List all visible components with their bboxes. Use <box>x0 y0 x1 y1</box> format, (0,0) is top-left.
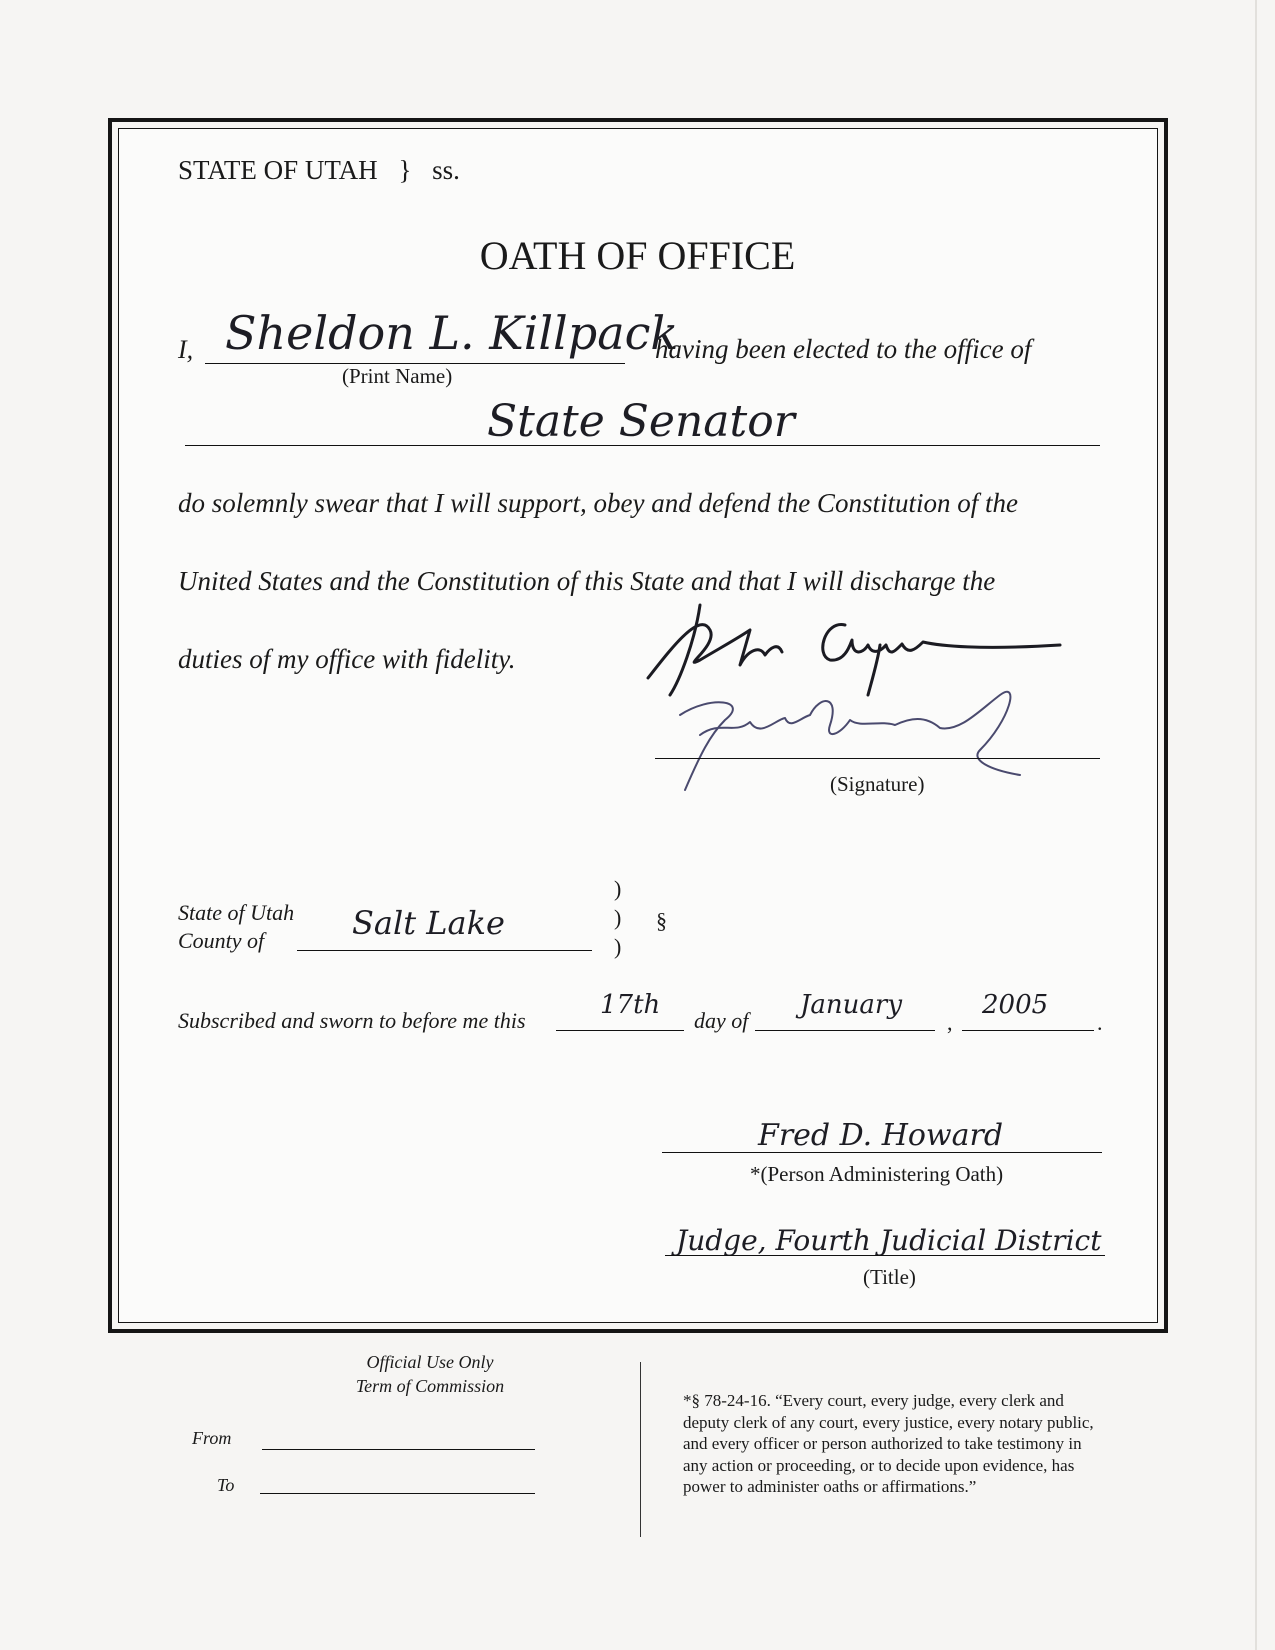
statute-footnote <box>683 1390 1094 1498</box>
administrator-title-handwritten: Judge, Fourth Judicial District <box>676 1224 1102 1257</box>
footnote-line-1: *§ 78-24-16. “Every court, every judge, every clerk and <box>683 1391 1064 1410</box>
oath-prefix: I, <box>178 335 194 364</box>
footnote-line-5: power to administer oaths or affirmations.” <box>683 1477 977 1496</box>
year-period: . <box>1097 1010 1103 1035</box>
administrator-caption: *(Person Administering Oath) <box>750 1162 1004 1186</box>
title-caption: (Title) <box>863 1265 916 1289</box>
month-handwritten: January <box>800 990 903 1020</box>
print-name-caption: (Print Name) <box>342 364 453 388</box>
printed-name-handwritten: Sheldon L. Killpack <box>225 306 679 360</box>
footer-divider <box>640 1362 641 1537</box>
state-header <box>178 155 460 186</box>
term-of-commission: Term of Commission <box>355 1376 505 1396</box>
day-of-text: day of <box>694 1008 749 1033</box>
oath-body-line-2: United States and the Constitution of this State and that I will discharge the <box>178 566 996 596</box>
venue-state-label: State of Utah <box>178 900 295 925</box>
day-handwritten: 17th <box>600 990 661 1020</box>
month-comma: , <box>947 1010 953 1035</box>
brace: } <box>398 155 412 185</box>
from-underline <box>262 1449 535 1450</box>
elected-text: having been elected to the office of <box>655 334 1032 364</box>
title-underline <box>665 1255 1105 1256</box>
official-use-heading: Official Use Only <box>366 1352 494 1372</box>
day-underline <box>556 1030 684 1031</box>
venue-paren-1: ) <box>614 876 622 901</box>
oath-body-line-1: do solemnly swear that I will support, obey and defend the Constitution of the <box>178 488 1018 518</box>
venue-paren-2: ) <box>614 905 622 930</box>
sworn-text: Subscribed and sworn to before me this <box>178 1008 526 1033</box>
footnote-line-3: and every officer or person authorized to take testimony in <box>683 1434 1082 1453</box>
from-label: From <box>192 1428 232 1448</box>
month-underline <box>755 1030 935 1031</box>
venue-paren-3: ) <box>614 934 622 959</box>
year-handwritten: 2005 <box>982 990 1049 1020</box>
year-underline <box>962 1030 1094 1031</box>
to-label: To <box>217 1475 235 1495</box>
oath-body-line-3: duties of my office with fidelity. <box>178 644 516 674</box>
to-underline <box>260 1493 535 1494</box>
footnote-line-2: deputy clerk of any court, every justice, every notary public, <box>683 1412 1094 1432</box>
venue-county-label: County of <box>178 928 265 953</box>
administrator-underline <box>662 1152 1102 1153</box>
signature-underline <box>655 758 1100 759</box>
administrator-name-handwritten: Fred D. Howard <box>758 1118 1004 1153</box>
section-symbol: § <box>656 908 667 933</box>
county-handwritten: Salt Lake <box>352 904 505 942</box>
county-underline <box>297 950 592 951</box>
ss-label: ss. <box>432 155 460 185</box>
office-handwritten: State Senator <box>487 396 795 447</box>
state-label: STATE OF UTAH <box>178 155 378 185</box>
footnote-line-4: any action or proceeding, or to decide upon evidence, has <box>683 1455 1075 1475</box>
document-title: OATH OF OFFICE <box>479 233 796 278</box>
signature-caption: (Signature) <box>830 772 925 796</box>
